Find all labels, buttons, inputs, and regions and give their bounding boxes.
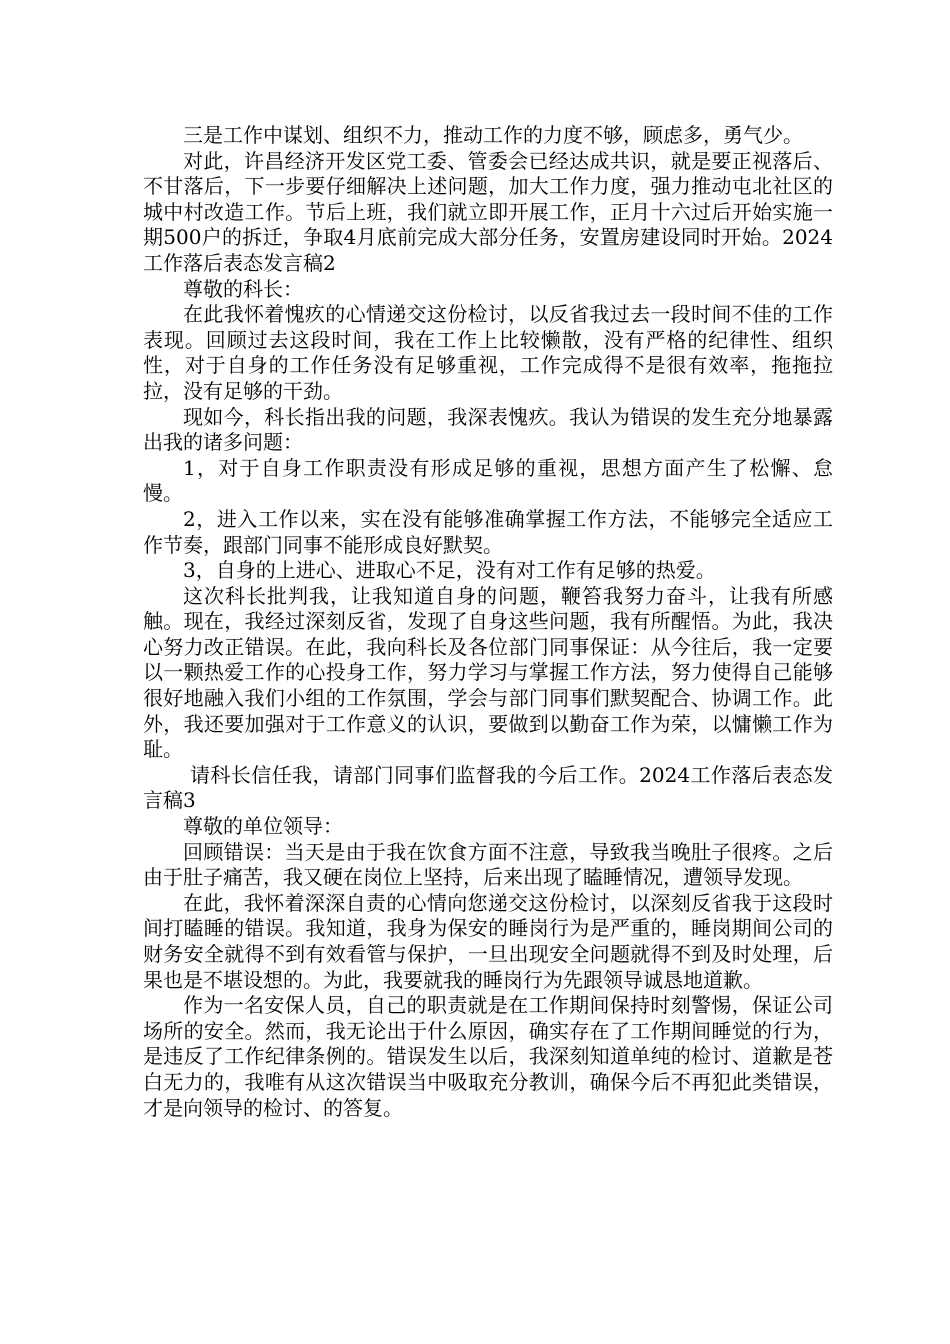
paragraph-14: 作为一名安保人员，自己的职责就是在工作期间保持时刻警惕，保证公司场所的安全。然而，我无论出于什么原因，确实存在了工作期间睡觉的行为，是违反了工作纪律条例的。错误发生以后，我深刻知道单纯的检讨、道歉是苍白无力的，我唯有从这次错误当中吸取充分教训，确保今后不再犯此类错误，才是向领导的检讨、的答复。 (143, 993, 833, 1120)
paragraph-5: 现如今，科长指出我的问题，我深表愧疚。我认为错误的发生充分地暴露出我的诸多问题： (143, 404, 833, 455)
paragraph-6: 1，对于自身工作职责没有形成足够的重视，思想方面产生了松懈、怠慢。 (143, 455, 833, 506)
paragraph-12: 回顾错误：当天是由于我在饮食方面不注意，导致我当晚肚子很疼。之后由于肚子痛苦，我又硬在岗位上坚持，后来出现了瞌睡情况，遭领导发现。 (143, 839, 833, 890)
paragraph-1: 三是工作中谋划、组织不力，推动工作的力度不够，顾虑多，勇气少。 (183, 123, 803, 147)
paragraph-8: 3，自身的上进心、进取心不足，没有对工作有足够的热爱。 (183, 558, 716, 583)
paragraph-3: 尊敬的科长： (183, 276, 303, 301)
paragraph-11: 尊敬的单位领导： (183, 814, 343, 839)
document-page (143, 123, 833, 1121)
paragraph-7: 2，进入工作以来，实在没有能够准确掌握工作方法，不能够完全适应工作节奏，跟部门同事不能形成良好默契。 (143, 506, 833, 557)
paragraph-9: 这次科长批判我，让我知道自身的问题，鞭笞我努力奋斗，让我有所感触。现在，我经过深刻反省，发现了自身这些问题，我有所醒悟。为此，我决心努力改正错误。在此，我向科长及各位部门同事保证：从今往后，我一定要以一颗热爱工作的心投身工作，努力学习与掌握工作方法，努力使得自己能够很好地融入我们小组的工作氛围，学会与部门同事们默契配合、协调工作。此外，我还要加强对于工作意义的认识，要做到以勤奋工作为荣，以慵懒工作为耻。 (143, 583, 833, 762)
paragraph-4: 在此我怀着愧疚的心情递交这份检讨，以反省我过去一段时间不佳的工作表现。回顾过去这段时间，我在工作上比较懒散，没有严格的纪律性、组织性，对于自身的工作任务没有足够重视，工作完成得不是很有效率，拖拖拉拉，没有足够的干劲。 (143, 302, 833, 403)
paragraph-13: 在此，我怀着深深自责的心情向您递交这份检讨，以深刻反省我于这段时间打瞌睡的错误。我知道，我身为保安的睡岗行为是严重的，睡岗期间公司的财务安全就得不到有效看管与保护，一旦出现安全问题就得不到及时处理，后果也是不堪设想的。为此，我要就我的睡岗行为先跟领导诚恳地道歉。 (143, 890, 833, 992)
paragraph-2: 对此，许昌经济开发区党工委、管委会已经达成共识，就是要正视落后、不甘落后，下一步要仔细解决上述问题，加大工作力度，强力推动屯北社区的城中村改造工作。节后上班，我们就立即开展工作，正月十六过后开始实施一期500户的拆迁，争取4月底前完成大部分任务，安置房建设同时开始。2024工作落后表态发言稿2 (143, 148, 833, 275)
paragraph-10: 请科长信任我，请部门同事们监督我的今后工作。2024工作落后表态发言稿3 (143, 762, 833, 813)
